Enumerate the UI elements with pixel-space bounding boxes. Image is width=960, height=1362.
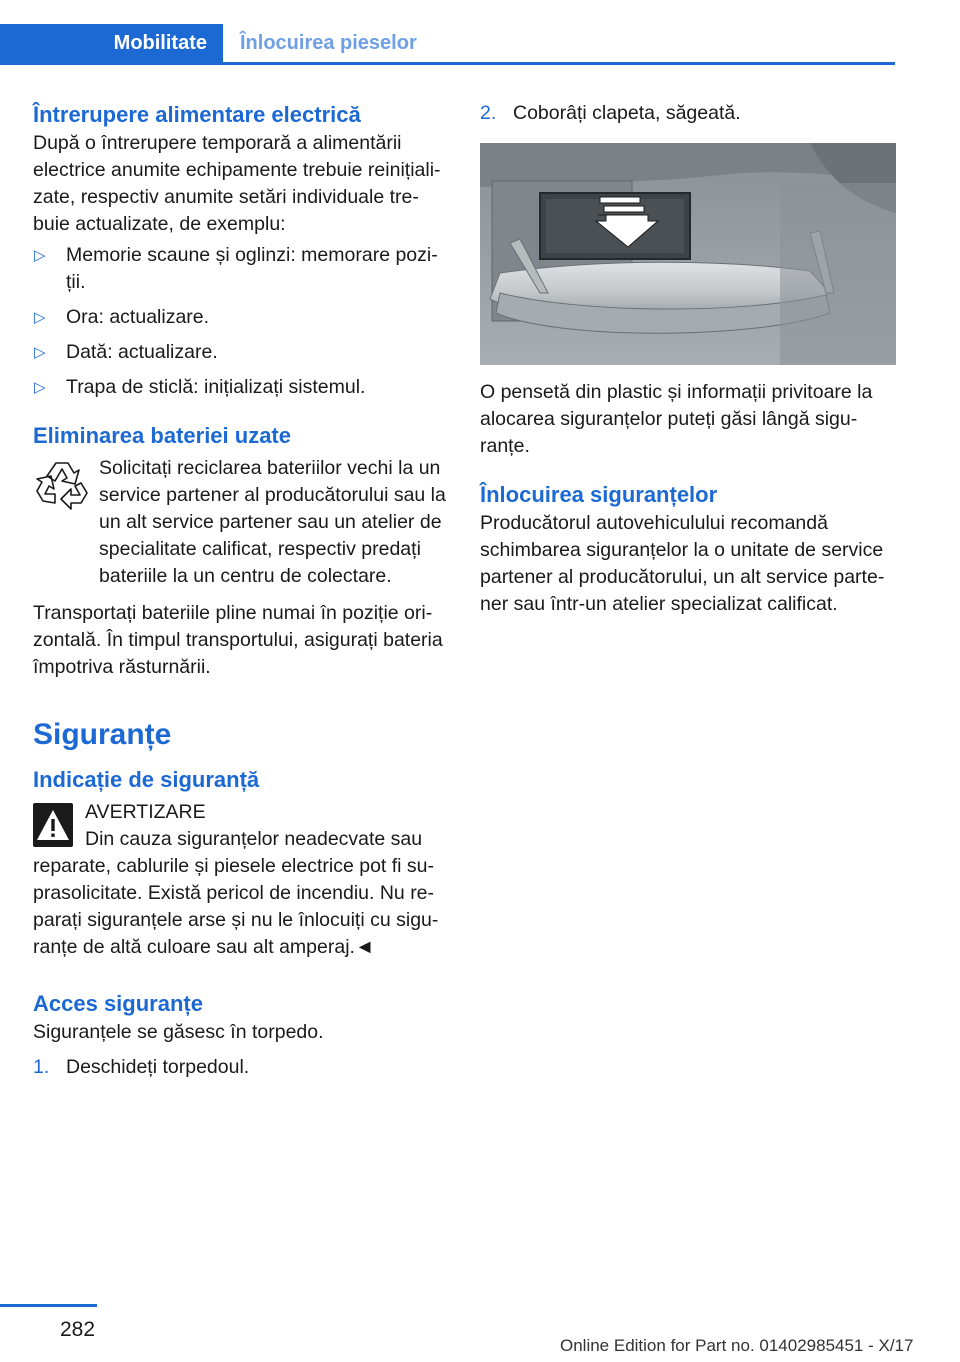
step-number: 2. xyxy=(480,102,497,124)
step-item: 1. Deschideți torpedoul. xyxy=(33,1054,449,1081)
fuse-replacement-text: Producătorul autovehiculului recomandă schimbarea siguranțelor la o unitate de service partener al producătorului, un alt service partener sau într-un atelier specializat calificat. xyxy=(480,512,885,615)
recycle-icon xyxy=(33,457,91,513)
right-column xyxy=(480,100,896,618)
section-title-safety-note: Indicație de siguranță xyxy=(33,767,260,792)
recycling-note xyxy=(33,455,449,590)
step-number: 1. xyxy=(33,1056,50,1078)
section-title-fuse-access: Acces siguranțe xyxy=(33,991,203,1016)
warning-block xyxy=(33,799,449,961)
section-title-fuse-replacement: Înlocuirea siguranțelor xyxy=(480,482,718,507)
edition-text: Online Edition for Part no. 01402985451 - X/17 xyxy=(560,1336,914,1355)
warning-triangle-icon xyxy=(33,803,73,847)
warning-label: AVERTIZARE xyxy=(85,801,206,823)
steps-list-cont xyxy=(480,100,896,127)
triangle-bullet-icon: ▷ xyxy=(34,309,46,326)
section-title-power-interruption: Întrerupere alimentare electrică xyxy=(33,102,361,127)
glovebox-illustration xyxy=(480,143,896,365)
list-item: ▷ Memorie scaune și oglinzi: memorare poziții. xyxy=(34,244,438,293)
header-bar xyxy=(0,24,895,65)
steps-list xyxy=(33,1054,449,1081)
step-item: 2. Coborâți clapeta, săgeată. xyxy=(480,100,896,127)
list-item: ▷ Trapa de sticlă: inițializați sistemul. xyxy=(33,374,449,401)
list-item: ▷ Dată: actualizare. xyxy=(33,339,449,366)
page-title-sigurante: Siguranțe xyxy=(33,718,172,751)
glovebox-photo xyxy=(480,143,896,365)
pensette-text: O pensetă din plastic și informații privitoare la alocarea siguranțelor puteți găsi lângă siguranțe. xyxy=(480,381,873,457)
section-title-battery-disposal: Eliminarea bateriei uzate xyxy=(33,423,291,448)
triangle-bullet-icon: ▷ xyxy=(34,344,46,361)
battery-transport-text: Transportați bateriile pline numai în poziție orizontală. În timpul transportului, asigurați bateria împotriva răsturnării. xyxy=(33,602,443,678)
page-number: 282 xyxy=(60,1318,96,1341)
fuse-access-text: Siguranțele se găsesc în torpedo. xyxy=(33,1021,324,1043)
warning-text: Din cauza siguranțelor neadecvate sau reparate, cablurile și piesele electrice pot fi suprasolicitate. Există pericol de incendiu. Nu reparați siguranțele arse și nu le înlocuiți cu siguranțe de altă culoare sau alt amperaj.◄ xyxy=(33,828,439,958)
triangle-bullet-icon: ▷ xyxy=(34,247,46,264)
recycling-text: Solicitați reciclarea bateriilor vechi la un service partener al producătorului sau la un alt service partener sau un atelier de specialitate calificat, respectiv predați bateriile la un centru de colectare. xyxy=(99,457,446,587)
list-item: ▷ Ora: actualizare. xyxy=(33,304,449,331)
footer-divider xyxy=(0,1304,97,1307)
power-interruption-text: După o întrerupere temporară a alimentării electrice anumite echipamente trebuie reinițializate, respectiv anumite setări individuale trebuie actualizate, de exemplu: xyxy=(33,132,441,235)
triangle-bullet-icon: ▷ xyxy=(34,379,46,396)
tab-inlocuirea-pieselor[interactable]: Înlocuirea pieselor xyxy=(240,32,417,54)
power-interruption-list xyxy=(33,242,449,401)
left-column xyxy=(33,100,449,1081)
tab-mobilitate[interactable]: Mobilitate xyxy=(0,24,223,62)
